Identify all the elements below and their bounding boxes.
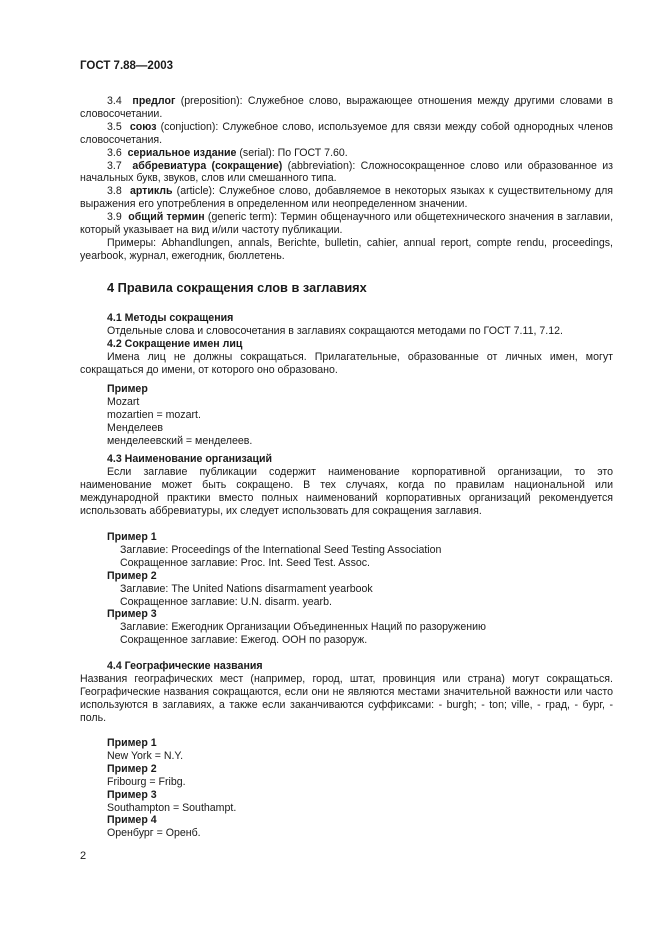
section-4-1-title: 4.1 Методы сокращения <box>107 312 234 324</box>
section-4-2-text: Имена лиц не должны сокращаться. Прилагательные, образованные от личных имен, могут сокращаться до имени, от которого оно образовано. <box>80 350 613 376</box>
example-label: Пример 4 <box>107 814 157 827</box>
definitions-block <box>80 95 613 263</box>
definition-3-6: 3.6 сериальное издание (serial): По ГОСТ 7.60. <box>107 146 348 159</box>
example-label: Пример 1 <box>107 737 157 749</box>
section-4-1-4-2 <box>80 312 613 377</box>
example-title: Заглавие: Proceedings of the International Seed Testing Association <box>120 543 442 556</box>
example-line: Оренбург = Оренб. <box>107 827 201 840</box>
definition-3-4: 3.4 предлог (preposition): Служебное слово, выражающее отношения между другими словами в словосочетании. <box>80 95 613 120</box>
term: общий термин <box>128 211 205 224</box>
section-4-2-example <box>80 383 613 448</box>
term: предлог <box>132 95 176 107</box>
example-label: Пример 3 <box>107 608 157 621</box>
example-line: Менделеев <box>107 421 163 434</box>
section-4-4 <box>80 660 613 725</box>
definition-3-9: 3.9 общий термин (generic term): Термин общенаучного или общетехнического значения в заглавии, который указывает на вид и/или частоту публикации. <box>80 211 614 237</box>
example-short-title: Сокращенное заглавие: Proc. Int. Seed Test. Assoc. <box>120 556 371 569</box>
definition-3-8: 3.8 артикль (article): Служебное слово, добавляемое в некоторых языках к существительному для выражения его употребления в определенном или неопределенном значении. <box>80 185 613 211</box>
term: аббревиатура (сокращение) <box>132 159 283 172</box>
term: союз <box>129 120 157 133</box>
section-4-4-examples <box>80 737 613 840</box>
term: сериальное издание <box>127 146 237 159</box>
section-4-3-title: 4.3 Наименование организаций <box>107 453 273 465</box>
definition-3-7: 3.7 аббревиатура (сокращение) (abbreviation): Сложносокращенное слово или образованное из начальных букв, звуков, слов или смешанного типа. <box>80 159 613 185</box>
example-label: Пример <box>107 383 148 395</box>
example-short-title: Сокращенное заглавие: U.N. disarm. yearb. <box>120 595 332 608</box>
example-title: Заглавие: Ежегодник Организации Объединенных Наций по разоружению <box>120 621 486 634</box>
section-4-title: 4 Правила сокращения слов в заглавиях <box>107 280 367 295</box>
example-line: New York = N.Y. <box>107 749 184 762</box>
section-4-3 <box>80 453 613 518</box>
section-4-4-text: Названия географических мест (например, город, штат, провинция или страна) могут сокращаться. Географические названия сокращаются, если они не являются местами значительной важности или часто используются в заглавиях, а также если заканчиваются суффиксами: - burgh; - ton; ville, - град, - бург, - поль. <box>80 672 613 724</box>
example-line: менделеевский = менделеев. <box>107 434 253 447</box>
example-title: Заглавие: The United Nations disarmament yearbook <box>120 582 373 595</box>
example-label: Пример 1 <box>107 531 157 543</box>
section-4-2-title: 4.2 Сокращение имен лиц <box>107 337 243 350</box>
section-4-3-examples <box>80 531 613 647</box>
section-4-4-title: 4.4 Географические названия <box>107 660 263 672</box>
example-line: Fribourg = Fribg. <box>107 775 186 788</box>
examples-line: Примеры: Abhandlungen, annals, Berichte, bulletin, cahier, annual report, compte rendu, proceedings, yearbook, журнал, ежегодник, бюллетень. <box>80 236 613 262</box>
term: артикль <box>129 185 173 198</box>
example-short-title: Сокращенное заглавие: Ежегод. ООН по разоруж. <box>120 634 368 647</box>
example-label: Пример 2 <box>107 569 157 582</box>
definition-3-5: 3.5 союз (conjuction): Служебное слово, используемое для связи между собой однородных членов словосочетания. <box>80 120 613 146</box>
page-header: ГОСТ 7.88—2003 <box>80 60 174 72</box>
example-label: Пример 2 <box>107 762 157 775</box>
page-number: 2 <box>80 850 87 862</box>
example-line: Mozart <box>107 395 140 408</box>
section-4-3-text: Если заглавие публикации содержит наименование корпоративной организации, то это наименование может быть сокращено. В тех случаях, когда по правилам национальной или международной практики вместо полных наименований корпоративных организаций рекомендуется использовать аббревиатуры, их следует использовать для сокращения заглавия. <box>80 465 613 517</box>
example-label: Пример 3 <box>107 788 157 801</box>
example-line: Southampton = Southampt. <box>107 801 237 814</box>
section-4-1-text: Отдельные слова и словосочетания в заглавиях сокращаются методами по ГОСТ 7.11, 7.12. <box>107 324 563 337</box>
example-line: mozartien = mozart. <box>107 408 201 421</box>
